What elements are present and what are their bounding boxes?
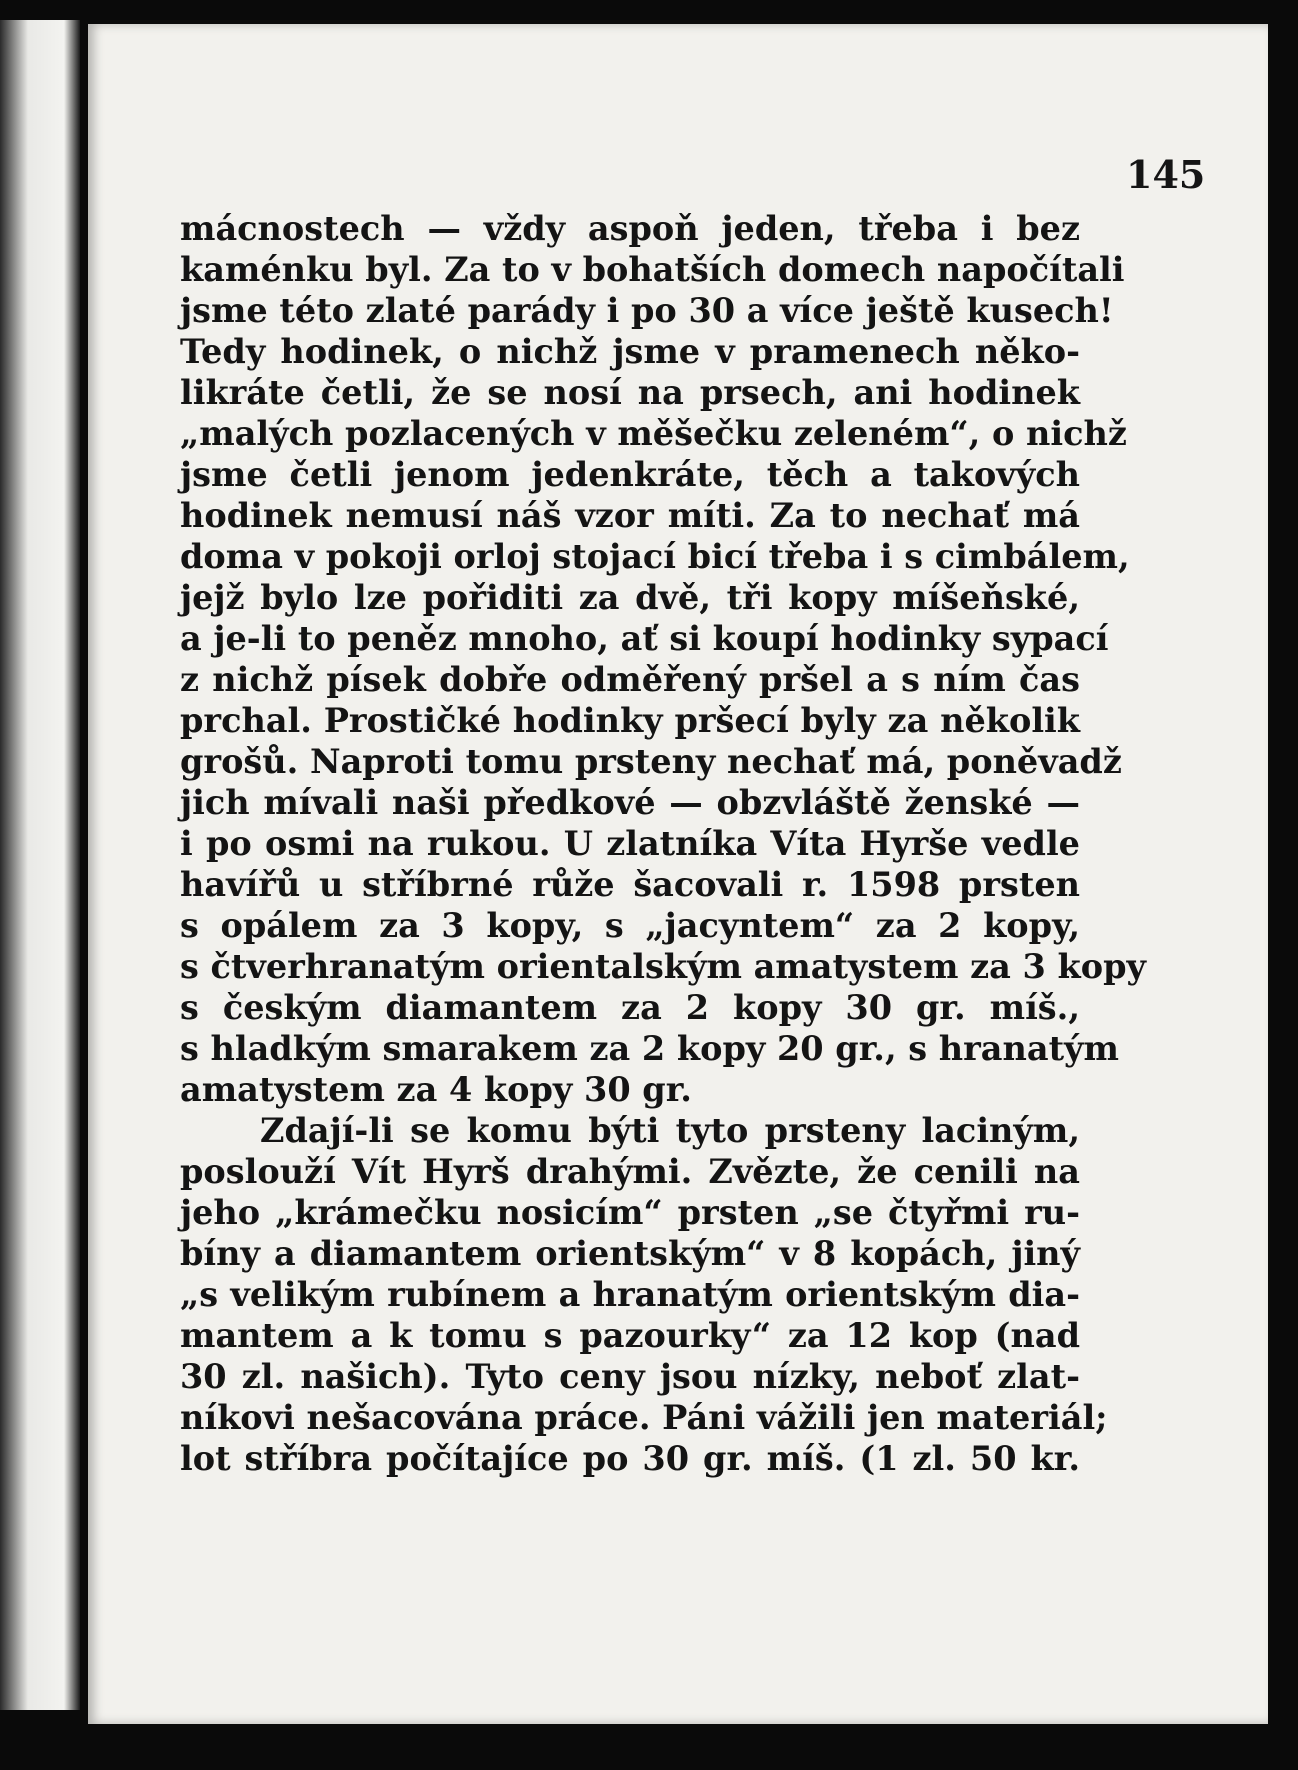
text-line: jsme této zlaté parády i po 30 a více ještě kusech!: [180, 291, 1114, 330]
text-line: grošů. Naproti tomu prsteny nechať má, poněvadž: [180, 742, 1122, 781]
text-line: amatystem za 4 kopy 30 gr.: [180, 1070, 692, 1109]
previous-page-edge: [0, 20, 80, 1710]
text-line: lot stříbra počítajíce po 30 gr. míš. (1 zl. 50 kr.: [180, 1439, 1080, 1478]
text-line: s hladkým smarakem za 2 kopy 20 gr., s hranatým: [180, 1029, 1119, 1068]
text-line: doma v pokoji orloj stojací bicí třeba i s cimbálem,: [180, 537, 1130, 576]
text-line: mácnostech — vždy aspoň jeden, třeba i bez: [180, 209, 1080, 248]
text-line: s čtverhranatým orientalským amatystem za 3 kopy: [180, 947, 1146, 986]
text-line: a je-li to peněz mnoho, ať si koupí hodinky sypací: [180, 619, 1109, 658]
text-line: jich mívali naši předkové — obzvláště ženské —: [180, 783, 1080, 822]
text-line: s českým diamantem za 2 kopy 30 gr. míš.,: [180, 988, 1080, 1027]
text-line: „s velikým rubínem a hranatým orientským dia-: [180, 1275, 1080, 1314]
text-line: 30 zl. našich). Tyto ceny jsou nízky, neboť zlat-: [180, 1357, 1080, 1396]
text-line: jeho „krámečku nosicím“ prsten „se čtyřmi ru-: [180, 1193, 1080, 1232]
text-line: jsme četli jenom jedenkráte, těch a takových: [180, 455, 1080, 494]
text-line: mantem a k tomu s pazourky“ za 12 kop (nad: [180, 1316, 1080, 1355]
text-line: „malých pozlacených v měšečku zeleném“, o nichž: [180, 414, 1127, 453]
text-line: jejž bylo lze pořiditi za dvě, tři kopy míšeňské,: [180, 578, 1080, 617]
text-line: z nichž písek dobře odměřený pršel a s ním čas: [180, 660, 1080, 699]
text-line: prchal. Prostičké hodinky pršecí byly za několik: [180, 701, 1080, 740]
text-line: níkovi nešacována práce. Páni vážili jen materiál;: [180, 1398, 1108, 1437]
text-line: hodinek nemusí náš vzor míti. Za to nechať má: [180, 496, 1080, 535]
text-line: havířů u stříbrné růže šacovali r. 1598 prsten: [180, 865, 1080, 904]
paragraph-start-line: Zdají-li se komu býti tyto prsteny laciným,: [260, 1111, 1080, 1150]
page-number: 145: [1126, 152, 1206, 197]
text-line: i po osmi na rukou. U zlatníka Víta Hyrše vedle: [180, 824, 1080, 863]
text-line: kaménku byl. Za to v bohatších domech napočítali: [180, 250, 1125, 289]
text-line: s opálem za 3 kopy, s „jacyntem“ za 2 kopy,: [180, 906, 1080, 945]
body-text: [180, 208, 1146, 1479]
text-line: Tedy hodinek, o nichž jsme v pramenech něko-: [180, 332, 1080, 371]
text-line: bíny a diamantem orientským“ v 8 kopách, jiný: [180, 1234, 1080, 1273]
text-line: poslouží Vít Hyrš drahými. Zvězte, že cenili na: [180, 1152, 1080, 1191]
text-line: likráte četli, že se nosí na prsech, ani hodinek: [180, 373, 1080, 412]
